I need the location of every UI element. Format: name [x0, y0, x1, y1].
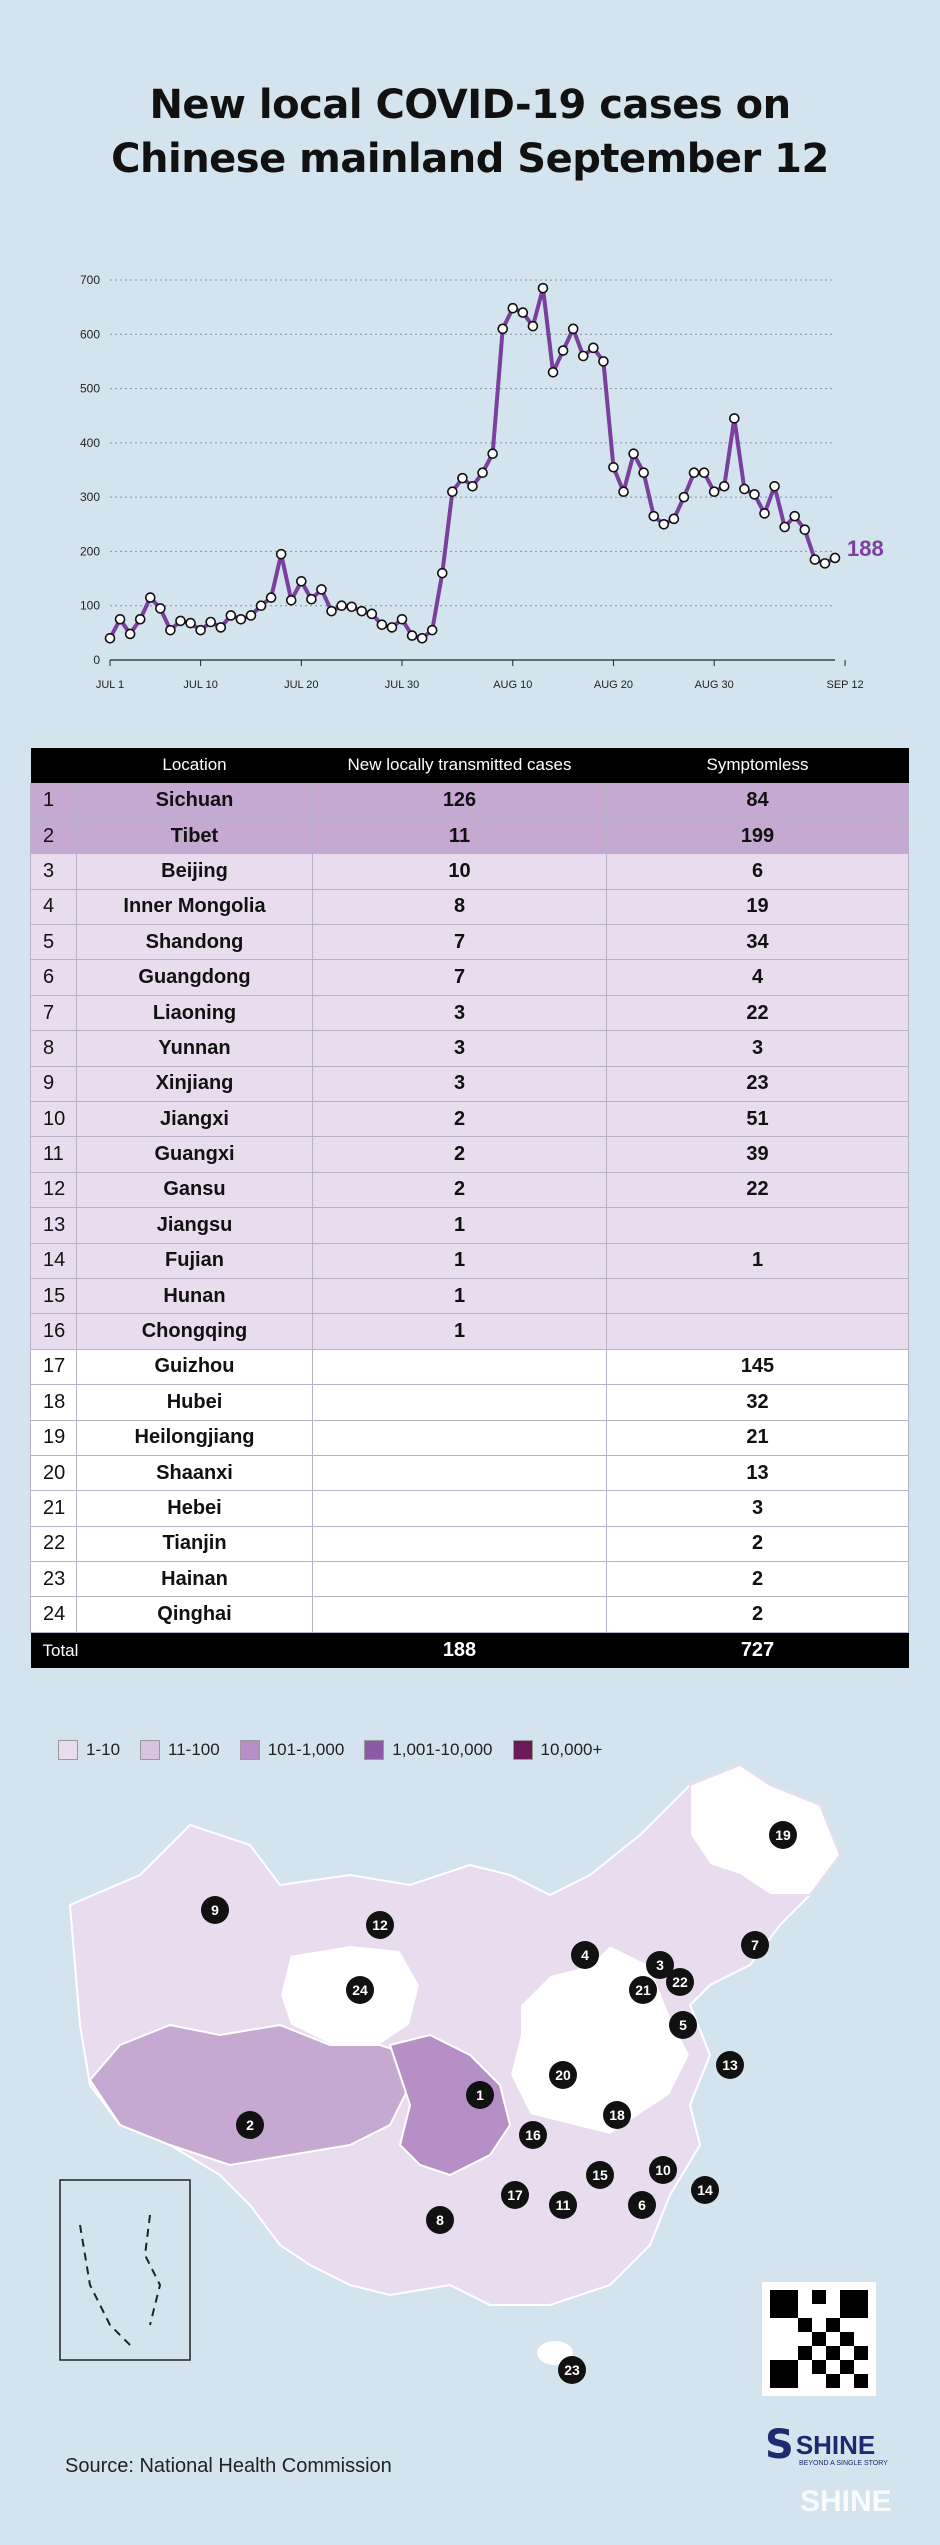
row-location: Yunnan [77, 1031, 313, 1066]
data-point [226, 611, 235, 620]
map-marker-label: 1 [476, 2087, 484, 2103]
x-tick-label: JUL 1 [95, 679, 125, 691]
data-point [528, 322, 537, 331]
table-row [31, 1597, 909, 1632]
data-point [186, 619, 195, 628]
row-rank: 9 [31, 1066, 77, 1101]
data-point [428, 626, 437, 635]
row-symptomless: 2 [607, 1562, 909, 1597]
row-symptomless [607, 1278, 909, 1313]
map-marker [669, 2011, 697, 2039]
map-marker-label: 23 [564, 2362, 580, 2378]
row-cases [313, 1420, 607, 1455]
row-rank: 21 [31, 1491, 77, 1526]
map-marker-label: 16 [525, 2127, 541, 2143]
row-symptomless: 51 [607, 1102, 909, 1137]
map-marker [571, 1941, 599, 1969]
row-cases: 8 [313, 889, 607, 924]
row-rank: 6 [31, 960, 77, 995]
shine-watermark: SHINE [800, 2485, 892, 2518]
row-rank: 7 [31, 995, 77, 1030]
table-row [31, 1031, 909, 1066]
data-point [790, 512, 799, 521]
row-symptomless: 32 [607, 1385, 909, 1420]
row-symptomless: 2 [607, 1526, 909, 1561]
map-marker [346, 1976, 374, 2004]
data-point [236, 615, 245, 624]
row-cases: 1 [313, 1243, 607, 1278]
map-marker-label: 7 [751, 1937, 759, 1953]
row-cases: 3 [313, 995, 607, 1030]
data-point [337, 601, 346, 610]
data-point [780, 523, 789, 532]
data-point [448, 487, 457, 496]
row-cases: 1 [313, 1208, 607, 1243]
map-marker [629, 1976, 657, 2004]
row-rank: 22 [31, 1526, 77, 1561]
title-line-2: Chinese mainland September 12 [111, 136, 829, 182]
row-location: Guizhou [77, 1349, 313, 1384]
row-cases: 2 [313, 1102, 607, 1137]
map-marker [769, 1821, 797, 1849]
data-point [508, 304, 517, 313]
data-point [136, 615, 145, 624]
data-point [810, 555, 819, 564]
data-point [327, 607, 336, 616]
data-point [710, 487, 719, 496]
map-inset-box [60, 2180, 190, 2360]
legend-label: 11-100 [168, 1740, 220, 1759]
data-point [317, 585, 326, 594]
data-point [730, 414, 739, 423]
row-symptomless: 145 [607, 1349, 909, 1384]
map-marker-label: 14 [697, 2182, 713, 2198]
row-location: Shandong [77, 925, 313, 960]
y-tick-label: 300 [79, 490, 100, 505]
data-point [468, 482, 477, 491]
case-trend-line-chart [50, 255, 884, 710]
data-point [770, 482, 779, 491]
data-point [246, 611, 255, 620]
x-tick-label: JUL 30 [384, 679, 420, 691]
map-marker [466, 2081, 494, 2109]
map-marker [649, 2156, 677, 2184]
x-tick-label: JUL 20 [284, 679, 319, 691]
table-row [31, 1420, 909, 1455]
row-location: Hebei [77, 1491, 313, 1526]
row-symptomless: 19 [607, 889, 909, 924]
data-point [156, 604, 165, 613]
row-location: Heilongjiang [77, 1420, 313, 1455]
data-point [206, 618, 215, 627]
data-point [639, 468, 648, 477]
map-marker-label: 12 [372, 1917, 388, 1933]
map-marker-label: 18 [609, 2107, 625, 2123]
legend-label: 10,000+ [540, 1740, 603, 1759]
x-tick-label: AUG 10 [493, 679, 533, 691]
table-row [31, 1137, 909, 1172]
map-marker-label: 3 [656, 1957, 664, 1973]
map-marker-label: 6 [638, 2197, 646, 2213]
total-symptomless: 727 [607, 1632, 909, 1668]
data-point [498, 324, 507, 333]
y-tick-label: 500 [79, 381, 100, 396]
data-point [478, 468, 487, 477]
data-point [538, 284, 547, 293]
row-cases: 3 [313, 1031, 607, 1066]
data-point [559, 346, 568, 355]
row-rank: 12 [31, 1172, 77, 1207]
map-marker [558, 2356, 586, 2384]
map-marker-label: 10 [655, 2162, 671, 2178]
table-row [31, 1278, 909, 1313]
data-point [257, 601, 266, 610]
row-cases [313, 1455, 607, 1490]
row-location: Tibet [77, 818, 313, 853]
y-tick-label: 100 [79, 598, 100, 613]
data-point [760, 509, 769, 518]
row-symptomless: 34 [607, 925, 909, 960]
row-location: Guangdong [77, 960, 313, 995]
legend-label: 1,001-10,000 [392, 1740, 493, 1759]
row-cases: 7 [313, 960, 607, 995]
data-point [800, 525, 809, 534]
table-row [31, 1172, 909, 1207]
row-symptomless: 3 [607, 1491, 909, 1526]
map-marker-label: 4 [581, 1947, 589, 1963]
row-location: Tianjin [77, 1526, 313, 1561]
row-location: Chongqing [77, 1314, 313, 1349]
header-symptomless: Symptomless [607, 748, 909, 783]
data-point [106, 634, 115, 643]
row-cases: 3 [313, 1066, 607, 1101]
data-point [398, 615, 407, 624]
row-rank: 4 [31, 889, 77, 924]
legend-label: 1-10 [86, 1740, 121, 1759]
data-point [700, 468, 709, 477]
table-row [31, 889, 909, 924]
y-tick-label: 700 [79, 273, 100, 287]
x-tick-label: SEP 12 [826, 679, 864, 691]
row-rank: 10 [31, 1102, 77, 1137]
table-row [31, 1526, 909, 1561]
row-symptomless: 22 [607, 995, 909, 1030]
row-symptomless: 2 [607, 1597, 909, 1632]
row-cases [313, 1526, 607, 1561]
map-marker-label: 24 [352, 1982, 368, 1998]
table-row [31, 1314, 909, 1349]
table-row [31, 1243, 909, 1278]
x-tick-label: AUG 20 [593, 679, 634, 691]
data-point [196, 626, 205, 635]
row-symptomless: 84 [607, 783, 909, 818]
row-cases: 2 [313, 1172, 607, 1207]
map-marker-label: 15 [592, 2167, 608, 2183]
row-location: Liaoning [77, 995, 313, 1030]
map-marker-label: 21 [635, 1982, 651, 1998]
row-cases: 126 [313, 783, 607, 818]
row-rank: 1 [31, 783, 77, 818]
end-value-label: 188 [847, 535, 884, 561]
map-marker [501, 2181, 529, 2209]
row-rank: 16 [31, 1314, 77, 1349]
y-tick-label: 200 [79, 544, 100, 559]
table-row [31, 818, 909, 853]
data-point [126, 629, 135, 638]
data-point [146, 593, 155, 602]
row-symptomless: 23 [607, 1066, 909, 1101]
data-point [599, 357, 608, 366]
row-location: Inner Mongolia [77, 889, 313, 924]
row-cases: 1 [313, 1278, 607, 1313]
data-point [387, 623, 396, 632]
title-line-1: New local COVID-19 cases on [149, 82, 791, 128]
row-symptomless: 6 [607, 854, 909, 889]
table-total-row [31, 1632, 909, 1668]
total-cases: 188 [313, 1632, 607, 1668]
row-rank: 3 [31, 854, 77, 889]
data-point [176, 616, 185, 625]
row-symptomless: 21 [607, 1420, 909, 1455]
row-rank: 17 [31, 1349, 77, 1384]
row-cases [313, 1385, 607, 1420]
data-point [690, 468, 699, 477]
data-point [609, 463, 618, 472]
map-marker [426, 2206, 454, 2234]
table-row [31, 995, 909, 1030]
row-rank: 13 [31, 1208, 77, 1243]
map-marker [201, 1896, 229, 1924]
map-marker [666, 1968, 694, 1996]
row-cases [313, 1349, 607, 1384]
row-rank: 19 [31, 1420, 77, 1455]
map-marker [366, 1911, 394, 1939]
row-cases: 2 [313, 1137, 607, 1172]
source-note: Source: National Health Commission [65, 2455, 392, 2477]
row-rank: 18 [31, 1385, 77, 1420]
row-symptomless: 4 [607, 960, 909, 995]
data-point [357, 607, 366, 616]
row-location: Jiangxi [77, 1102, 313, 1137]
table-row [31, 1455, 909, 1490]
row-location: Beijing [77, 854, 313, 889]
row-location: Hunan [77, 1278, 313, 1313]
table-row [31, 925, 909, 960]
data-point [820, 559, 829, 568]
map-marker [716, 2051, 744, 2079]
row-cases: 10 [313, 854, 607, 889]
data-point [679, 493, 688, 502]
data-point [408, 631, 417, 640]
table-row [31, 1385, 909, 1420]
row-location: Jiangsu [77, 1208, 313, 1243]
data-point [438, 569, 447, 578]
map-marker-label: 11 [555, 2197, 571, 2213]
table-row [31, 854, 909, 889]
data-point [287, 596, 296, 605]
row-location: Guangxi [77, 1137, 313, 1172]
y-tick-label: 400 [79, 435, 100, 450]
row-location: Hainan [77, 1562, 313, 1597]
row-symptomless: 22 [607, 1172, 909, 1207]
data-point [579, 352, 588, 361]
table-row [31, 1066, 909, 1101]
shine-tagline: BEYOND A SINGLE STORY [799, 2460, 888, 2467]
qr-code[interactable] [762, 2282, 876, 2396]
data-point [166, 626, 175, 635]
data-point [216, 623, 225, 632]
row-location: Shaanxi [77, 1455, 313, 1490]
row-location: Xinjiang [77, 1066, 313, 1101]
data-point [569, 324, 578, 333]
map-marker [586, 2161, 614, 2189]
map-marker-label: 8 [436, 2212, 444, 2228]
data-point [831, 553, 840, 562]
map-marker [691, 2176, 719, 2204]
legend-label: 101-1,000 [267, 1740, 345, 1759]
row-location: Fujian [77, 1243, 313, 1278]
data-point [377, 620, 386, 629]
row-rank: 20 [31, 1455, 77, 1490]
row-cases [313, 1597, 607, 1632]
cases-table [30, 748, 909, 1668]
map-marker-label: 2 [246, 2117, 254, 2133]
total-label: Total [31, 1632, 313, 1668]
table-header-row [31, 748, 909, 783]
data-point [277, 550, 286, 559]
infographic-title [0, 78, 940, 186]
x-tick-label: AUG 30 [694, 679, 734, 691]
row-cases [313, 1562, 607, 1597]
map-marker [603, 2101, 631, 2129]
row-symptomless: 1 [607, 1243, 909, 1278]
data-point [649, 512, 658, 521]
row-symptomless: 3 [607, 1031, 909, 1066]
row-rank: 8 [31, 1031, 77, 1066]
shine-logo [765, 2422, 888, 2468]
row-symptomless: 199 [607, 818, 909, 853]
data-point [267, 593, 276, 602]
data-point [307, 595, 316, 604]
row-symptomless [607, 1208, 909, 1243]
row-cases [313, 1491, 607, 1526]
table-row [31, 1562, 909, 1597]
data-point [740, 485, 749, 494]
data-point [367, 609, 376, 618]
table-row [31, 1208, 909, 1243]
row-rank: 15 [31, 1278, 77, 1313]
data-point [418, 634, 427, 643]
row-symptomless: 39 [607, 1137, 909, 1172]
map-marker-label: 5 [679, 2017, 687, 2033]
shine-s-icon: S [765, 2422, 794, 2468]
data-point [347, 602, 356, 611]
row-rank: 2 [31, 818, 77, 853]
map-marker-label: 13 [722, 2057, 738, 2073]
data-point [589, 343, 598, 352]
x-tick-label: JUL 10 [183, 679, 218, 691]
map-marker [519, 2121, 547, 2149]
map-marker-label: 19 [775, 1827, 791, 1843]
data-point [297, 577, 306, 586]
map-marker-label: 9 [211, 1902, 219, 1918]
header-rank [31, 748, 77, 783]
table-row [31, 783, 909, 818]
row-cases: 11 [313, 818, 607, 853]
data-point [720, 482, 729, 491]
row-rank: 5 [31, 925, 77, 960]
row-rank: 24 [31, 1597, 77, 1632]
data-point [669, 514, 678, 523]
map-marker [236, 2111, 264, 2139]
row-cases: 7 [313, 925, 607, 960]
header-location: Location [77, 748, 313, 783]
y-tick-label: 0 [93, 653, 100, 667]
data-point [488, 449, 497, 458]
table-row [31, 1491, 909, 1526]
map-marker-label: 17 [507, 2187, 523, 2203]
map-marker [549, 2191, 577, 2219]
map-marker [549, 2061, 577, 2089]
data-point [116, 615, 125, 624]
series-line [110, 288, 835, 638]
data-point [659, 520, 668, 529]
data-point [549, 368, 558, 377]
row-symptomless [607, 1314, 909, 1349]
header-cases: New locally transmitted cases [313, 748, 607, 783]
row-symptomless: 13 [607, 1455, 909, 1490]
row-location: Sichuan [77, 783, 313, 818]
row-location: Qinghai [77, 1597, 313, 1632]
map-marker-label: 20 [555, 2067, 571, 2083]
data-point [619, 487, 628, 496]
table-row [31, 960, 909, 995]
qr-code-icon [770, 2290, 868, 2388]
y-tick-label: 600 [79, 327, 100, 342]
table-row [31, 1102, 909, 1137]
table-row [31, 1349, 909, 1384]
row-rank: 14 [31, 1243, 77, 1278]
map-marker-label: 22 [672, 1974, 688, 1990]
shine-wordmark: SHINE [795, 2429, 876, 2460]
data-point [458, 474, 467, 483]
row-rank: 23 [31, 1562, 77, 1597]
row-cases: 1 [313, 1314, 607, 1349]
row-location: Hubei [77, 1385, 313, 1420]
row-location: Gansu [77, 1172, 313, 1207]
row-rank: 11 [31, 1137, 77, 1172]
data-point [518, 308, 527, 317]
map-marker [628, 2191, 656, 2219]
data-point [750, 490, 759, 499]
data-point [629, 449, 638, 458]
map-marker [741, 1931, 769, 1959]
